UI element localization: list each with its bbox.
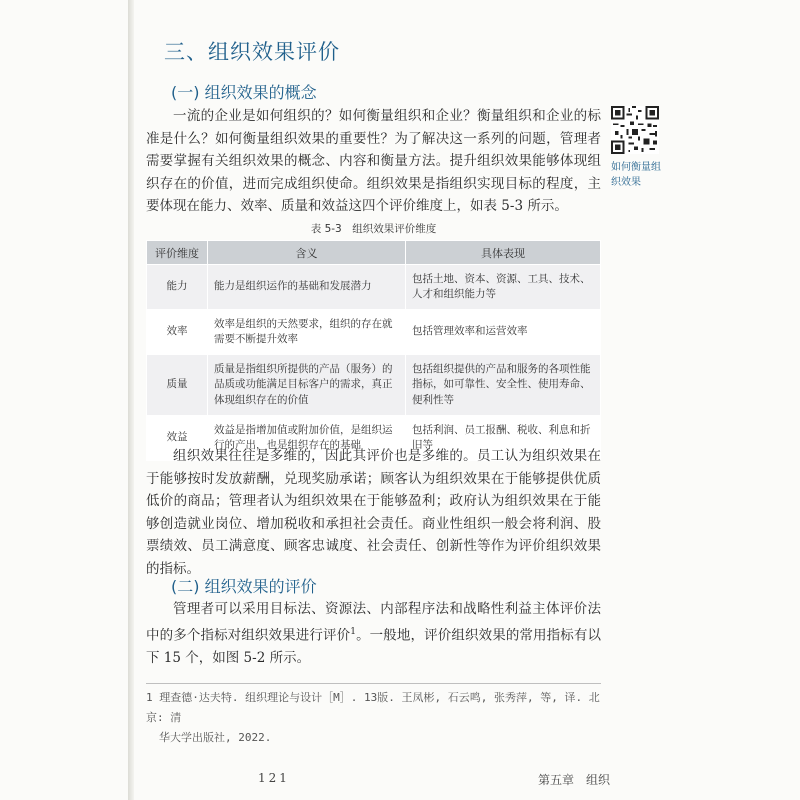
paragraph-multidimensional: 组织效果往往是多维的，因此其评价也是多维的。员工认为组织效果在于能够按时发放薪酬，兑现奖励承诺；顾客认为组织效果在于能够提供优质低价的商品；管理者认为组织效果在于能够盈利；政府认为组织效果在于能够创造就业岗位、增加税收和承担社会责任。商业性组织一般会将利润、股票绩效、员工满意度、顾客忠诚度、社会责任、创新性等作为评价组织效果的指标。 (146, 448, 601, 577)
column-header-dimension: 评价维度 (147, 241, 208, 265)
table-cell-meaning: 能力是组织运作的基础和发展潜力 (208, 265, 406, 310)
table-cell-manifestation: 包括管理效率和运营效率 (406, 310, 601, 355)
table-cell-manifestation: 包括利润、员工报酬、税收、利息和折旧等 (406, 416, 601, 461)
table-cell-manifestation: 包括组织提供的产品和服务的各项性能指标，如可靠性、安全性、使用寿命、便利性等 (406, 355, 601, 416)
table-row (147, 265, 601, 310)
table-cell-meaning: 质量是指组织所提供的产品（服务）的品质或功能满足目标客户的需求，真正体现组织存在的价值 (208, 355, 406, 416)
table-cell-dimension: 质量 (147, 355, 208, 416)
section-title: 三、组织效果评价 (164, 40, 340, 64)
footnote-reference[interactable]: 1 (350, 626, 356, 637)
paragraph-evaluation (146, 598, 601, 669)
table-cell-dimension: 能力 (147, 265, 208, 310)
table-cell-dimension: 效益 (147, 416, 208, 461)
column-header-meaning: 含义 (208, 241, 406, 265)
footnote-line-2: 华大学出版社, 2022. (159, 731, 272, 744)
footnote-line-1: 1 理查德·达夫特. 组织理论与设计［M］. 13版. 王凤彬, 石云鸣, 张秀萍, 等, 译. 北京: 清 (146, 691, 600, 724)
table-cell-manifestation: 包括土地、资本、资源、工具、技术、人才和组织能力等 (406, 265, 601, 310)
qr-caption (611, 160, 663, 190)
table-header-row (147, 241, 601, 265)
chapter-label: 第五章 组织 (538, 773, 611, 787)
table-cell-dimension: 效率 (147, 310, 208, 355)
table-caption: 表 5-3 组织效果评价维度 (310, 223, 437, 235)
subsection-title-evaluation: (二) 组织效果的评价 (171, 577, 317, 596)
paragraph-evaluation-text-1: 管理者可以采用目标法、资源法、内部程序法和战略性利益主体评价法中的多个指标对组织效果进行评价 (146, 601, 601, 644)
evaluation-dimension-table (146, 240, 601, 461)
paragraph-concept: 一流的企业是如何组织的？如何衡量组织和企业？衡量组织和企业的标准是什么？如何衡量组织效果的重要性？为了解决这一系列的问题，管理者需要掌握有关组织效果的概念、内容和衡量方法。提升组织效果能够体现组织存在的价值，进而完成组织使命。组织效果是指组织实现目标的程度，主要体现在能力、效率、质量和效益这四个评价维度上，如表 5-3 所示。 (146, 108, 601, 215)
page-binding (128, 0, 134, 800)
footnote-divider (146, 683, 601, 684)
qr-caption-line-2: 织效果 (611, 177, 641, 188)
table-cell-meaning: 效益是指增加值或附加价值，是组织运行的产出，也是组织存在的基础 (208, 416, 406, 461)
table-cell-meaning: 效率是组织的天然要求，组织的存在就需要不断提升效率 (208, 310, 406, 355)
qr-caption-line-1: 如何衡量组 (611, 162, 661, 173)
footnote (146, 688, 606, 748)
table-row (147, 310, 601, 355)
qr-code-icon[interactable] (611, 106, 659, 154)
column-header-manifestation: 具体表现 (406, 241, 601, 265)
paragraph-evaluation-text-2: 。一般地，评价组织效果的常用指标有以下 15 个，如图 5-2 所示。 (146, 627, 602, 666)
subsection-title-concept: (一) 组织效果的概念 (171, 83, 317, 102)
table-row (147, 355, 601, 416)
page-number: 121 (258, 771, 290, 785)
